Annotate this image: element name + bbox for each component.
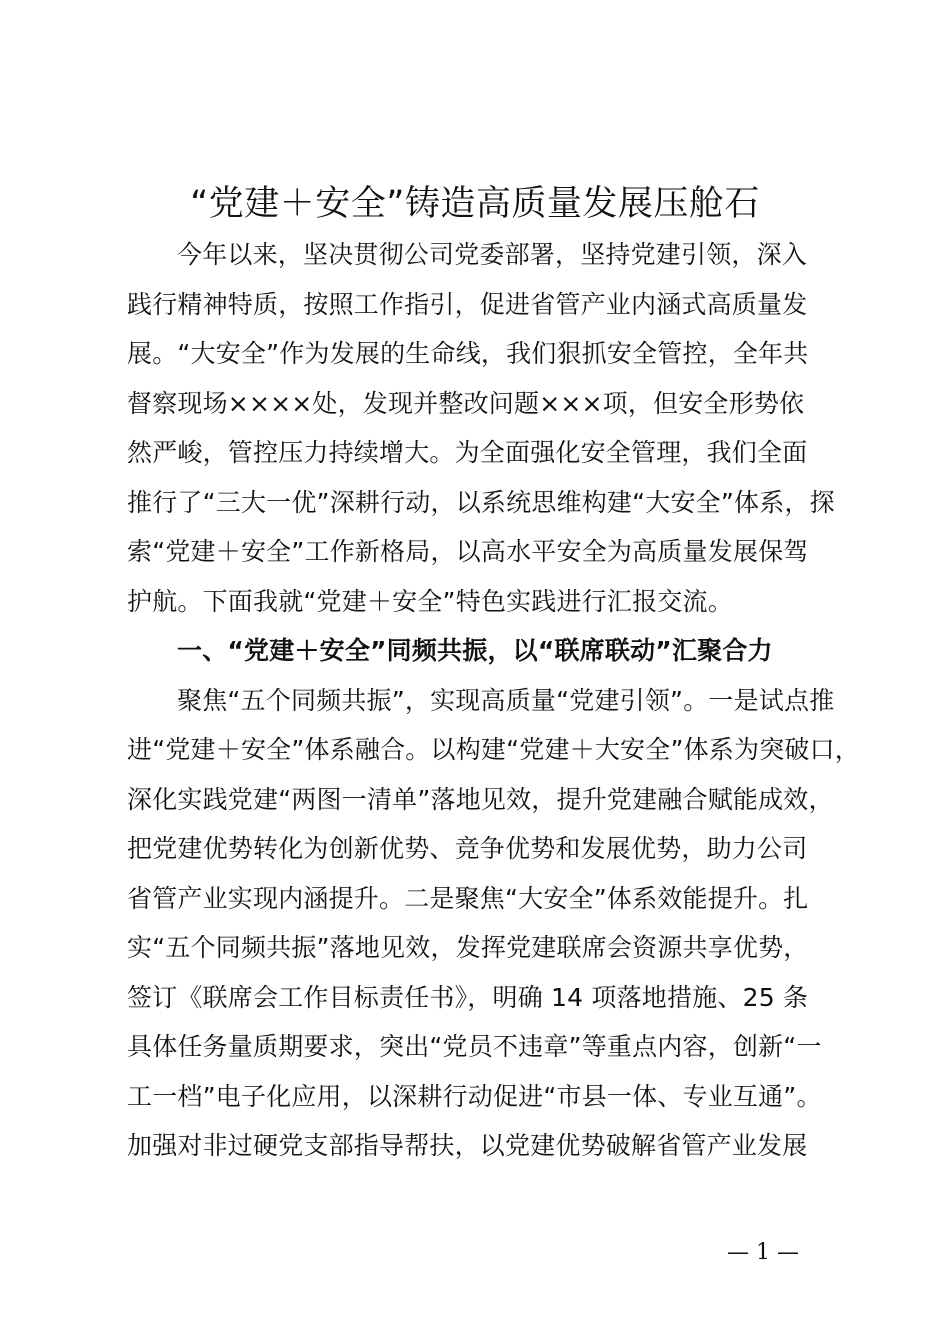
paragraph-line: 深化实践党建“两图一清单”落地见效，提升党建融合赋能成效， [127,784,834,814]
paragraph-line: 展。“大安全”作为发展的生命线，我们狠抓安全管控，全年共 [127,339,809,368]
document-title: “党建＋安全”铸造高质量发展压舱石 [190,184,760,224]
paragraph-line: 推行了“三大一优”深耕行动，以系统思维构建“大安全”体系，探 [127,487,835,517]
paragraph-line: 今年以来，坚决贯彻公司党委部署，坚持党建引领，深入 [177,240,808,269]
paragraph-line: 督察现场××××处，发现并整改问题×××项，但安全形势依 [127,388,805,418]
paragraph-line: 实“五个同频共振”落地见效，发挥党建联席会资源共享优势， [127,933,809,962]
paragraph-line: 进“党建＋安全”体系融合。以构建“党建＋大安全”体系为突破口， [127,735,861,764]
paragraph-line: 聚焦“五个同频共振”，实现高质量“党建引领”。一是试点推 [177,685,835,715]
section-heading: 一、“党建＋安全”同频共振，以“联席联动”汇聚合力 [177,636,773,665]
paragraph-line: 把党建优势转化为创新优势、竞争优势和发展优势，助力公司 [127,834,808,863]
page-number: — 1 — [727,1240,799,1265]
paragraph-line: 省管产业实现内涵提升。二是聚焦“大安全”体系效能提升。扎 [127,883,809,913]
paragraph-line: 护航。下面我就“党建＋安全”特色实践进行汇报交流。 [127,586,733,616]
paragraph-line: 签订《联席会工作目标责任书》，明确 14 项落地措施、25 条 [127,982,809,1012]
paragraph-line: 具体任务量质期要求，突出“党员不违章”等重点内容，创新“一 [127,1032,822,1061]
paragraph-line: 索“党建＋安全”工作新格局，以高水平安全为高质量发展保驾 [127,537,809,566]
document-body [127,230,861,1171]
paragraph-line: 践行精神特质，按照工作指引，促进省管产业内涵式高质量发 [127,289,808,319]
paragraph-line: 工一档”电子化应用，以深耕行动促进“市县一体、专业互通”。 [127,1081,822,1111]
paragraph-line: 加强对非过硬党支部指导帮扶，以党建优势破解省管产业发展 [127,1131,808,1160]
paragraph-line: 然严峻，管控压力持续增大。为全面强化安全管理，我们全面 [127,438,808,467]
